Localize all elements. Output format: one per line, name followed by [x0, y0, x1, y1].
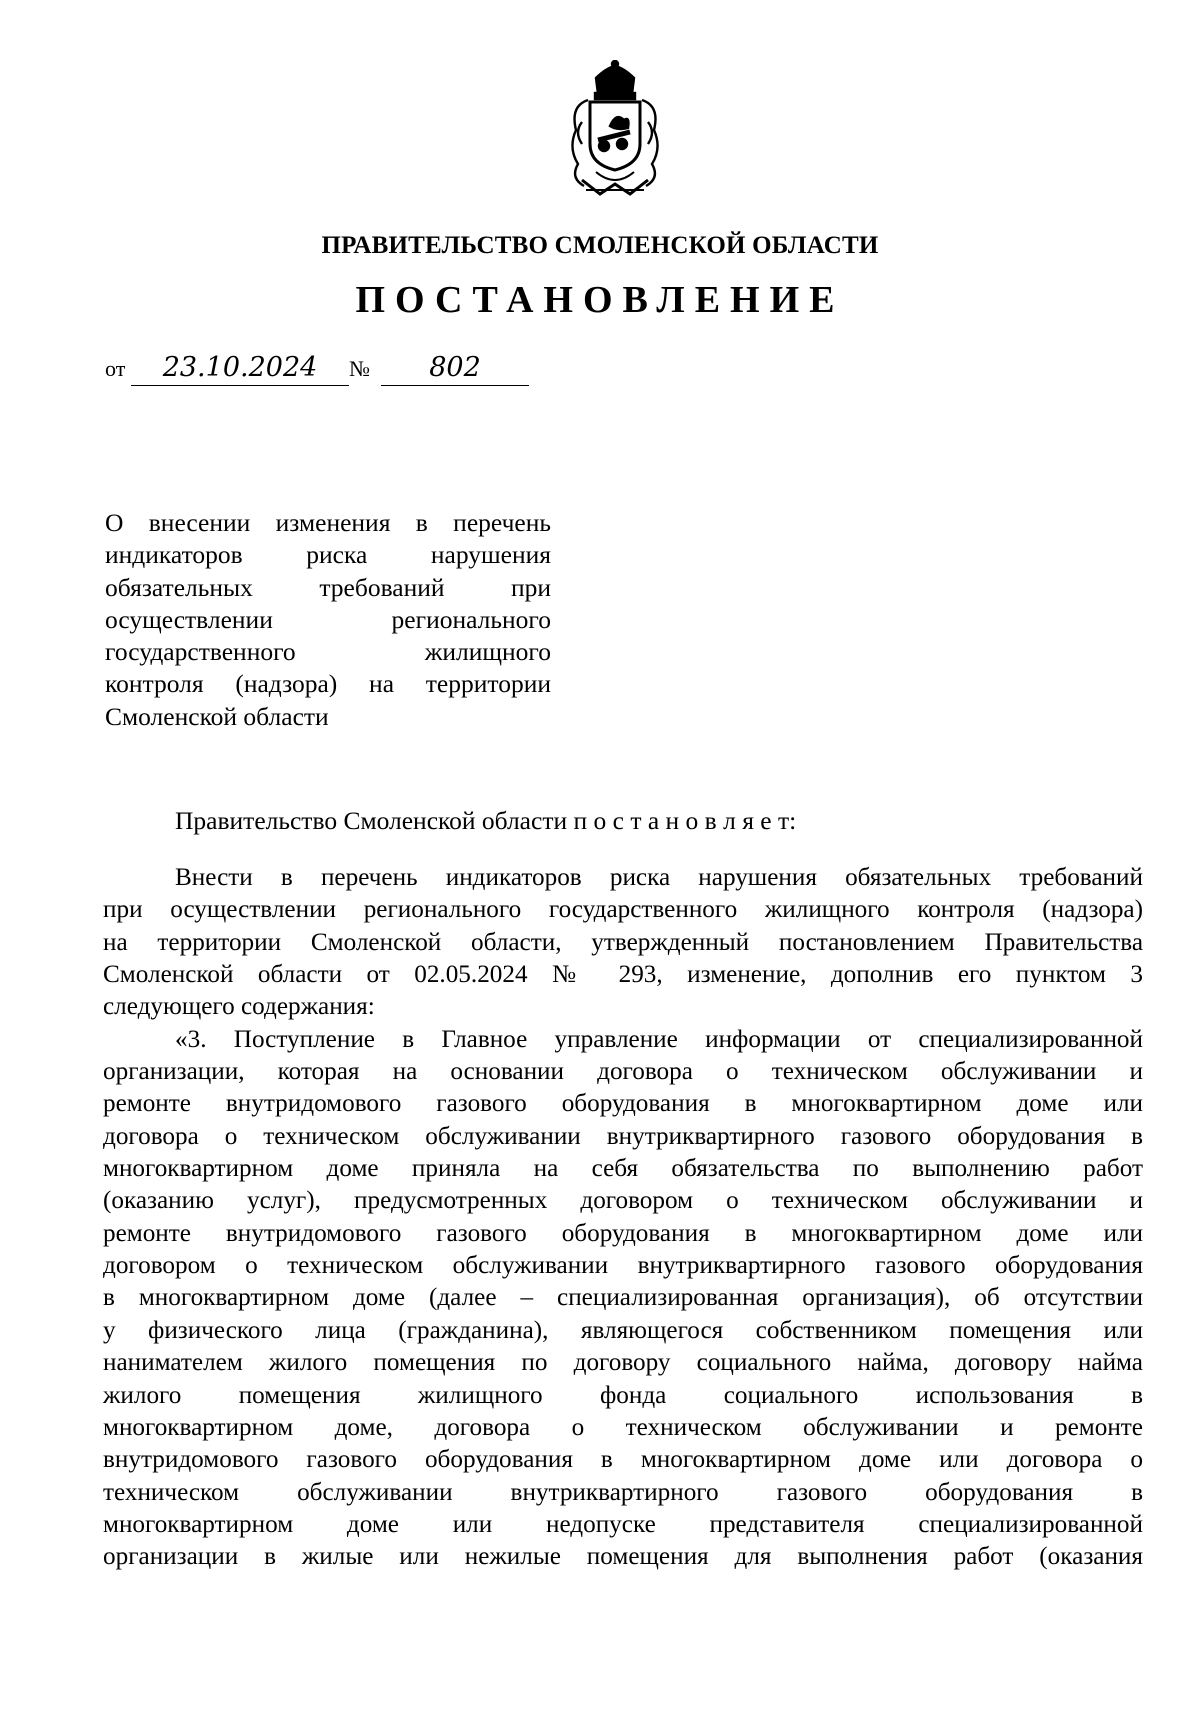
organization-title: ПРАВИТЕЛЬСТВО СМОЛЕНСКОЙ ОБЛАСТИ	[321, 232, 879, 259]
body-line: договором о техническом обслуживании внутриквартирного газового оборудования	[103, 1252, 1143, 1280]
body-line: нанимателем жилого помещения по договору социального найма, договору найма	[103, 1349, 1143, 1377]
number-label: №	[349, 356, 370, 381]
coat-of-arms-icon	[560, 60, 670, 198]
body-line: техническом обслуживании внутриквартирного газового оборудования в	[103, 1478, 1143, 1506]
body-line: договора о техническом обслуживании внутриквартирного газового оборудования в	[103, 1122, 1143, 1150]
subject-line: О внесении изменения в перечень	[105, 508, 551, 537]
document-body	[103, 862, 1143, 1574]
document-date: 23.10.2024	[131, 351, 349, 386]
body-line: многоквартирном доме, договора о техническом обслуживании и ремонте	[103, 1413, 1143, 1441]
body-line: организации в жилые или нежилые помещения для выполнения работ (оказания	[103, 1543, 1143, 1571]
document-number: 802	[381, 351, 529, 386]
body-line: следующего содержания:	[103, 993, 375, 1021]
subject-line: осуществлении регионального	[105, 604, 551, 634]
date-label: от	[105, 356, 126, 381]
subject-line: Смоленской области	[105, 701, 329, 731]
resolution-intro: Правительство Смоленской области п о с т а н о в л я е т:	[175, 806, 797, 835]
subject-line: государственного жилищного	[105, 637, 551, 667]
body-line: у физического лица (гражданина), являющегося собственником помещения или	[103, 1316, 1143, 1344]
body-line: внутридомового газового оборудования в многоквартирном доме или договора о	[103, 1446, 1143, 1474]
body-line: Смоленской области от 02.05.2024 № 293, изменение, дополнив его пунктом 3	[103, 961, 1143, 989]
body-line: многоквартирном доме или недопуске представителя специализированной	[103, 1510, 1143, 1538]
body-line: многоквартирном доме приняла на себя обязательства по выполнению работ	[103, 1155, 1143, 1183]
body-line: при осуществлении регионального государственного жилищного контроля (надзора)	[103, 896, 1143, 924]
body-line: Внести в перечень индикаторов риска нарушения обязательных требований	[175, 864, 1143, 891]
body-line: ремонте внутридомового газового оборудования в многоквартирном доме или	[103, 1219, 1143, 1247]
subject-line: контроля (надзора) на территории	[105, 669, 551, 699]
document-type-title: ПОСТАНОВЛЕНИЕ	[355, 279, 845, 321]
body-line: ремонте внутридомового газового оборудования в многоквартирном доме или	[103, 1090, 1143, 1118]
document-meta	[105, 352, 545, 392]
document-subject	[105, 507, 551, 733]
body-line: на территории Смоленской области, утвержденный постановлением Правительства	[103, 928, 1143, 956]
subject-line: обязательных требований при	[105, 572, 551, 602]
body-line: «3. Поступление в Главное управление информации от специализированной	[175, 1025, 1143, 1053]
body-line: жилого помещения жилищного фонда социального использования в	[103, 1381, 1143, 1409]
subject-line: индикаторов риска нарушения	[105, 540, 551, 570]
body-line: организации, которая на основании договора о техническом обслуживании и	[103, 1058, 1143, 1086]
body-line: (оказанию услуг), предусмотренных договором о техническом обслуживании и	[103, 1187, 1143, 1215]
body-line: в многоквартирном доме (далее – специализированная организация), об отсутствии	[103, 1284, 1143, 1312]
